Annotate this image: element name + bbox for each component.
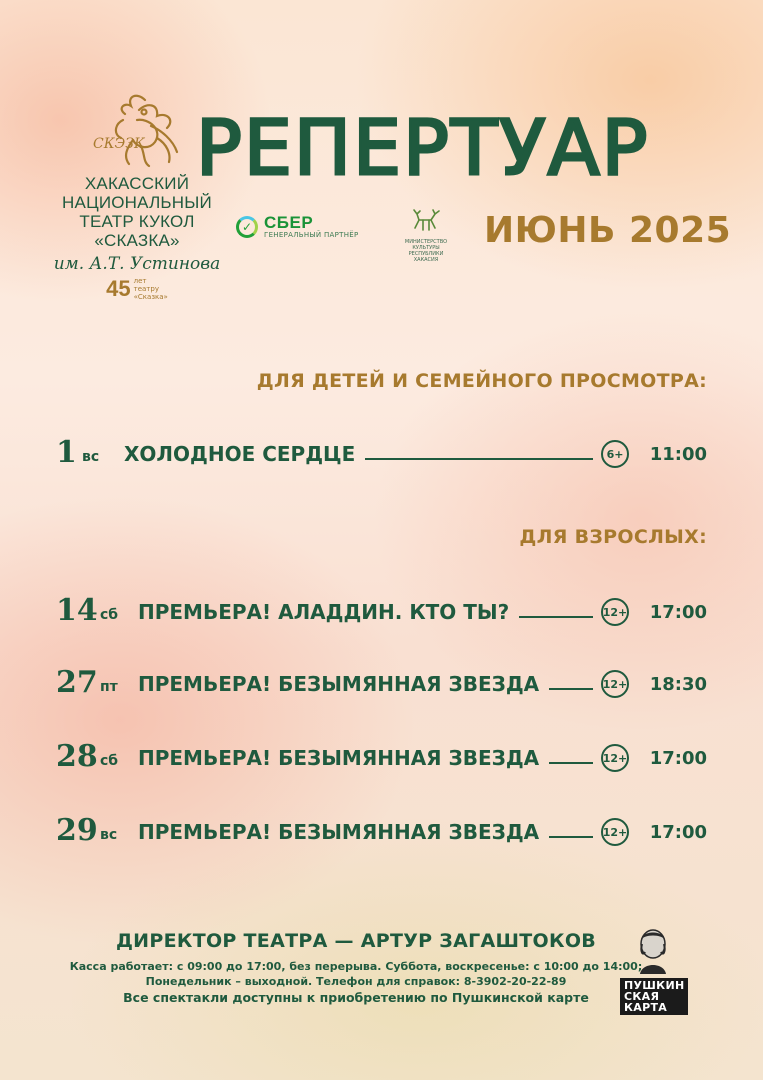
show-title: ПРЕМЬЕРА! АЛАДДИН. КТО ТЫ? — [138, 600, 510, 624]
pushkin-card-logo — [620, 928, 706, 1015]
pushkin-card-text-line: СКАЯ — [624, 990, 660, 1003]
ministry-text-line: РЕСПУБЛИКИ ХАКАСИЯ — [408, 251, 444, 263]
pushkin-card-text-line: ПУШКИН — [624, 979, 685, 992]
page-title: РЕПЕРТУАР — [196, 103, 650, 192]
ministry-logo — [396, 208, 456, 263]
anniversary-text — [134, 277, 168, 301]
svg-text:СКЭЗК: СКЭЗК — [93, 136, 145, 152]
show-title: ПРЕМЬЕРА! БЕЗЫМЯННАЯ ЗВЕЗДА — [138, 820, 540, 844]
anniversary-text-line: лет — [133, 277, 147, 285]
contact-phone-line: Понедельник – выходной. Телефон для справок: 8-3902-20-22-89 — [145, 975, 567, 988]
sber-brand: СБЕР — [264, 213, 314, 232]
leader-line — [549, 762, 593, 764]
month-label: ИЮНЬ 2025 — [484, 210, 732, 251]
show-row — [56, 658, 707, 698]
anniversary-text-line: театру — [133, 285, 159, 293]
show-day: 28 — [56, 739, 98, 774]
age-rating-badge: 6+ — [601, 440, 629, 468]
sber-check-icon: ✓ — [236, 216, 258, 238]
show-day: 1 — [56, 435, 77, 470]
show-weekday: сб — [100, 607, 119, 623]
show-day: 27 — [56, 665, 98, 700]
show-time: 11:00 — [649, 444, 707, 465]
theatre-name-line: НАЦИОНАЛЬНЫЙ — [62, 193, 212, 212]
box-office-hours: Касса работает: с 09:00 до 17:00, без перерыва. Суббота, воскресенье: с 10:00 до 14:00; — [69, 960, 643, 973]
leader-line — [549, 688, 593, 690]
show-title: ПРЕМЬЕРА! БЕЗЫМЯННАЯ ЗВЕЗДА — [138, 746, 540, 770]
sber-partner-label: ГЕНЕРАЛЬНЫЙ ПАРТНЁР — [264, 231, 359, 239]
deer-icon — [409, 208, 443, 234]
sber-partner-logo — [236, 214, 359, 239]
age-rating-badge: 12+ — [601, 598, 629, 626]
leader-line — [519, 616, 593, 618]
show-weekday: вс — [100, 827, 118, 843]
leader-line — [365, 458, 593, 460]
show-row — [56, 428, 707, 468]
show-time: 17:00 — [649, 748, 707, 769]
show-weekday: вс — [82, 449, 100, 465]
pushkin-card-note: Все спектакли доступны к приобретению по Пушкинской карте — [123, 990, 589, 1005]
ministry-text — [396, 239, 456, 263]
pushkin-card-text — [620, 978, 688, 1015]
show-title: ПРЕМЬЕРА! БЕЗЫМЯННАЯ ЗВЕЗДА — [138, 672, 540, 696]
show-row — [56, 806, 707, 846]
leader-line — [549, 836, 593, 838]
show-row — [56, 732, 707, 772]
section-kids-heading: ДЛЯ ДЕТЕЙ И СЕМЕЙНОГО ПРОСМОТРА: — [256, 370, 707, 392]
show-time: 17:00 — [649, 602, 707, 623]
ministry-text-line: МИНИСТЕРСТВО КУЛЬТУРЫ — [404, 239, 448, 251]
show-time: 17:00 — [649, 822, 707, 843]
pushkin-card-text-line: КАРТА — [624, 1001, 668, 1014]
theatre-signature: им. А.Т. Устинова — [53, 254, 221, 274]
show-weekday: пт — [100, 679, 118, 695]
director-line: ДИРЕКТОР ТЕАТРА — АРТУР ЗАГАШТОКОВ — [115, 930, 597, 952]
anniversary-number: 45 — [106, 276, 131, 301]
pushkin-portrait-icon — [634, 928, 672, 974]
age-rating-badge: 12+ — [601, 744, 629, 772]
show-day: 29 — [56, 813, 98, 848]
show-day: 14 — [56, 593, 98, 628]
theatre-name-line: ТЕАТР КУКОЛ — [79, 212, 195, 231]
theatre-name-line: «СКАЗКА» — [94, 231, 180, 250]
show-time: 18:30 — [649, 674, 707, 695]
show-title: ХОЛОДНОЕ СЕРДЦЕ — [124, 442, 356, 466]
age-rating-badge: 12+ — [601, 670, 629, 698]
theatre-name-line: ХАКАССКИЙ — [84, 174, 190, 193]
section-adults-heading: ДЛЯ ВЗРОСЛЫХ: — [519, 526, 707, 548]
bird-emblem-icon — [87, 90, 187, 172]
anniversary-badge — [52, 276, 222, 302]
show-row — [56, 586, 707, 626]
anniversary-text-line: «Сказка» — [133, 293, 168, 301]
show-weekday: сб — [100, 753, 119, 769]
age-rating-badge: 12+ — [601, 818, 629, 846]
